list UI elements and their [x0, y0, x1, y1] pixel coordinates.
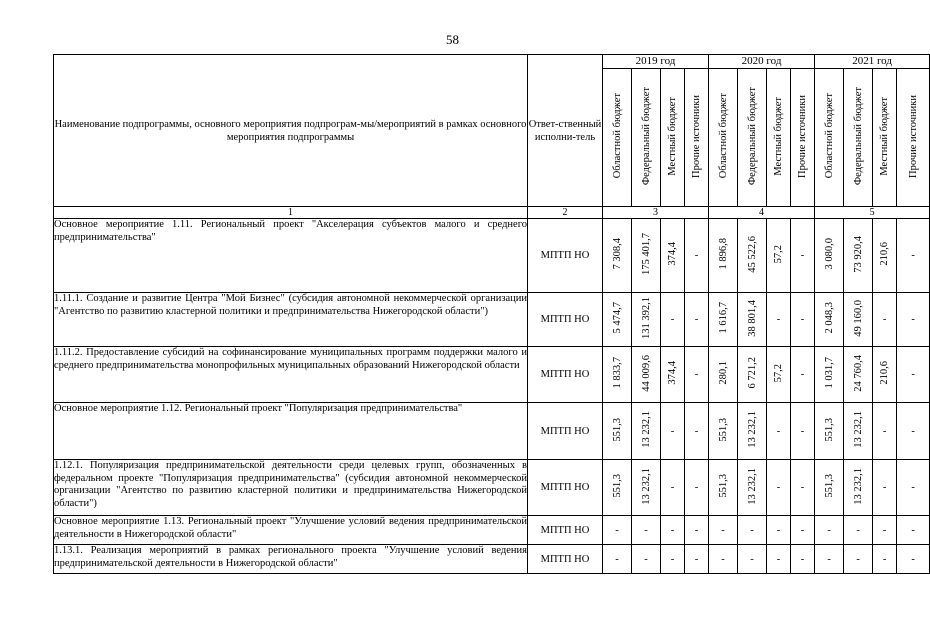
- cell-value: -: [856, 524, 860, 536]
- value-cell: [791, 347, 815, 403]
- value-cell: [897, 545, 930, 574]
- cell-value: -: [670, 482, 675, 493]
- cell-value: -: [882, 314, 887, 325]
- header-source: [632, 69, 661, 207]
- value-cell: [767, 219, 791, 293]
- value-cell: [844, 347, 873, 403]
- cell-value: 210,6: [879, 361, 891, 385]
- value-cell: [844, 219, 873, 293]
- cell-value: -: [800, 524, 805, 536]
- cell-value: -: [882, 425, 887, 437]
- value-cell: [897, 403, 930, 460]
- value-cell: [709, 403, 738, 460]
- cell-value: -: [776, 482, 781, 493]
- value-cell: [661, 293, 685, 347]
- value-cell: [873, 293, 897, 347]
- cell-value: -: [750, 553, 754, 565]
- value-cell: [632, 403, 661, 460]
- value-cell: [632, 219, 661, 293]
- header-source-label: Местный бюджет: [879, 96, 891, 176]
- row-name: Основное мероприятие 1.11. Региональный проект "Акселерация субъектов малого и среднего предпринимательства": [54, 219, 528, 293]
- header-executor: Ответ-ственный исполни-тель: [528, 55, 603, 207]
- cell-value: -: [800, 425, 805, 437]
- value-cell: [661, 516, 685, 545]
- header-year-2019: 2019 год: [603, 55, 709, 69]
- value-cell: [767, 460, 791, 516]
- cell-value: 38 801,4: [746, 299, 758, 337]
- row-name: 1.11.2. Предоставление субсидий на софинансирование муниципальных программ поддержки малого и среднего предпринимательства монопрофильных муниципальных образований Нижегородской области: [54, 347, 528, 403]
- value-cell: [873, 347, 897, 403]
- table-row: [54, 403, 930, 460]
- value-cell: [791, 293, 815, 347]
- value-cell: [815, 403, 844, 460]
- cell-value: -: [694, 250, 699, 261]
- cell-value: -: [694, 314, 699, 325]
- value-cell: [632, 545, 661, 574]
- cell-value: -: [694, 425, 699, 437]
- cell-value: -: [776, 425, 781, 437]
- cell-value: -: [644, 553, 648, 565]
- value-cell: [685, 460, 709, 516]
- header-source-label: Местный бюджет: [667, 96, 678, 176]
- header-source-label: Федеральный бюджет: [746, 86, 758, 186]
- cell-value: -: [800, 369, 805, 380]
- table-row: [54, 219, 930, 293]
- cell-value: -: [800, 250, 805, 261]
- value-cell: [791, 545, 815, 574]
- cell-value: -: [694, 553, 699, 565]
- value-cell: [603, 516, 632, 545]
- cell-value: 374,4: [667, 361, 678, 385]
- value-cell: [897, 293, 930, 347]
- col-number: 2: [528, 207, 603, 219]
- cell-value: 2 048,3: [823, 302, 835, 334]
- header-source-label: Областной бюджет: [611, 93, 623, 179]
- header-source: [767, 69, 791, 207]
- header-source: [815, 69, 844, 207]
- cell-value: -: [856, 553, 860, 565]
- value-cell: [844, 403, 873, 460]
- value-cell: [873, 403, 897, 460]
- cell-value: -: [911, 425, 915, 437]
- header-source-label: Местный бюджет: [773, 96, 785, 176]
- value-cell: [815, 516, 844, 545]
- value-cell: [685, 403, 709, 460]
- cell-value: -: [882, 524, 887, 536]
- value-cell: [791, 403, 815, 460]
- header-source-label: Прочие источники: [797, 94, 809, 178]
- cell-value: 374,4: [667, 242, 678, 266]
- cell-value: 551,3: [717, 474, 729, 498]
- value-cell: [685, 516, 709, 545]
- value-cell: [603, 293, 632, 347]
- value-cell: [709, 516, 738, 545]
- value-cell: [603, 403, 632, 460]
- value-cell: [685, 219, 709, 293]
- cell-value: 6 721,2: [746, 357, 758, 389]
- header-source: [873, 69, 897, 207]
- value-cell: [603, 545, 632, 574]
- value-cell: [897, 516, 930, 545]
- value-cell: [844, 293, 873, 347]
- cell-value: 1 616,7: [717, 302, 729, 334]
- cell-value: -: [800, 314, 805, 325]
- row-executor: МПТП НО: [528, 460, 603, 516]
- row-executor: МПТП НО: [528, 293, 603, 347]
- value-cell: [815, 347, 844, 403]
- header-source: [661, 69, 685, 207]
- header-source-label: Федеральный бюджет: [640, 86, 652, 186]
- cell-value: 551,3: [611, 474, 623, 498]
- value-cell: [767, 545, 791, 574]
- cell-value: -: [721, 553, 725, 565]
- col-number: 3: [603, 207, 709, 219]
- cell-value: 13 232,1: [640, 411, 652, 448]
- cell-value: 45 522,6: [746, 235, 758, 273]
- value-cell: [897, 460, 930, 516]
- cell-value: 49 160,0: [852, 299, 864, 337]
- cell-value: -: [827, 524, 831, 536]
- cell-value: 57,2: [773, 244, 785, 264]
- row-executor: МПТП НО: [528, 219, 603, 293]
- row-executor: МПТП НО: [528, 403, 603, 460]
- value-cell: [844, 516, 873, 545]
- value-cell: [632, 293, 661, 347]
- value-cell: [603, 219, 632, 293]
- cell-value: -: [750, 524, 754, 536]
- value-cell: [897, 347, 930, 403]
- cell-value: 1 031,7: [823, 357, 835, 389]
- value-cell: [873, 219, 897, 293]
- cell-value: -: [776, 524, 781, 536]
- cell-value: 131 392,1: [640, 297, 652, 339]
- value-cell: [791, 516, 815, 545]
- value-cell: [603, 347, 632, 403]
- value-cell: [685, 347, 709, 403]
- header-name: Наименование подпрограммы, основного мероприятия подпрограм-мы/мероприятий в рамках основного мероприятия подпрограммы: [54, 55, 528, 207]
- value-cell: [661, 219, 685, 293]
- cell-value: -: [615, 553, 619, 565]
- value-cell: [815, 460, 844, 516]
- row-name: Основное мероприятие 1.13. Региональный проект "Улучшение условий ведения предпринимательской деятельности в Нижегородской области": [54, 516, 528, 545]
- row-name: 1.12.1. Популяризация предпринимательской деятельности среди целевых групп, обозначенных в федеральном проекте "Популяризация предпринимательства" (субсидия автономной некоммерческой организации "Агентство по развитию кластерной политики и предпринимательства Нижегородской области"): [54, 460, 528, 516]
- header-source-label: Федеральный бюджет: [852, 86, 864, 186]
- value-cell: [685, 545, 709, 574]
- header-source: [709, 69, 738, 207]
- cell-value: -: [882, 482, 887, 493]
- header-source: [844, 69, 873, 207]
- cell-value: -: [911, 482, 915, 493]
- cell-value: 44 009,6: [640, 354, 652, 392]
- cell-value: -: [800, 482, 805, 493]
- value-cell: [815, 545, 844, 574]
- value-cell: [844, 545, 873, 574]
- cell-value: 551,3: [823, 417, 835, 442]
- cell-value: 7 308,4: [611, 238, 623, 270]
- cell-value: 13 232,1: [640, 467, 652, 505]
- header-source: [897, 69, 930, 207]
- cell-value: 210,6: [879, 242, 891, 266]
- value-cell: [709, 219, 738, 293]
- header-source: [791, 69, 815, 207]
- value-cell: [791, 460, 815, 516]
- header-year-2021: 2021 год: [815, 55, 930, 69]
- header-source-label: Областной бюджет: [717, 93, 729, 179]
- col-number: 5: [815, 207, 930, 219]
- cell-value: 13 232,1: [746, 411, 758, 448]
- value-cell: [738, 460, 767, 516]
- cell-value: -: [694, 524, 699, 536]
- table-row: [54, 545, 930, 574]
- value-cell: [767, 403, 791, 460]
- header-source-label: Прочие источники: [691, 94, 703, 178]
- cell-value: 73 920,4: [852, 235, 864, 273]
- value-cell: [709, 347, 738, 403]
- value-cell: [873, 460, 897, 516]
- cell-value: 13 232,1: [852, 467, 864, 505]
- cell-value: 24 760,4: [852, 354, 864, 392]
- funding-table: [53, 54, 930, 574]
- value-cell: [873, 516, 897, 545]
- value-cell: [767, 347, 791, 403]
- value-cell: [661, 403, 685, 460]
- cell-value: -: [694, 482, 699, 493]
- cell-value: -: [615, 524, 619, 536]
- cell-value: -: [911, 553, 915, 565]
- cell-value: -: [694, 369, 699, 380]
- value-cell: [709, 293, 738, 347]
- header-col-numbers: [54, 207, 930, 219]
- cell-value: -: [911, 314, 915, 325]
- row-executor: МПТП НО: [528, 516, 603, 545]
- cell-value: -: [800, 553, 805, 565]
- value-cell: [603, 460, 632, 516]
- col-number: 1: [54, 207, 528, 219]
- value-cell: [791, 219, 815, 293]
- row-name: 1.11.1. Создание и развитие Центра "Мой Бизнес" (субсидия автономной некоммерческой организации "Агентство по развитию кластерной политики и предпринимательства Нижегородской области"): [54, 293, 528, 347]
- cell-value: -: [827, 553, 831, 565]
- cell-value: 3 080,0: [823, 238, 835, 270]
- col-number: 4: [709, 207, 815, 219]
- header-source: [738, 69, 767, 207]
- value-cell: [632, 516, 661, 545]
- value-cell: [767, 293, 791, 347]
- value-cell: [632, 460, 661, 516]
- cell-value: 1 896,8: [717, 238, 729, 270]
- cell-value: -: [911, 250, 915, 261]
- cell-value: 551,3: [717, 417, 729, 442]
- cell-value: 5 474,7: [611, 302, 623, 334]
- table-body: [54, 219, 930, 574]
- cell-value: 57,2: [773, 363, 785, 383]
- cell-value: -: [882, 553, 887, 565]
- cell-value: 280,1: [717, 361, 729, 385]
- header-year-2020: 2020 год: [709, 55, 815, 69]
- cell-value: 175 401,7: [640, 233, 652, 275]
- cell-value: -: [670, 425, 675, 437]
- value-cell: [738, 545, 767, 574]
- value-cell: [661, 545, 685, 574]
- page-number: 58: [446, 32, 459, 47]
- value-cell: [632, 347, 661, 403]
- value-cell: [815, 219, 844, 293]
- cell-value: 551,3: [823, 474, 835, 498]
- cell-value: -: [670, 524, 675, 536]
- header-source-label: Областной бюджет: [823, 93, 835, 179]
- value-cell: [709, 460, 738, 516]
- value-cell: [738, 516, 767, 545]
- header-source: [603, 69, 632, 207]
- row-name: 1.13.1. Реализация мероприятий в рамках регионального проекта "Улучшение условий ведения предпринимательской деятельности в Нижегородской области": [54, 545, 528, 574]
- value-cell: [738, 347, 767, 403]
- header-source: [685, 69, 709, 207]
- value-cell: [709, 545, 738, 574]
- header-source-label: Прочие источники: [907, 94, 919, 178]
- cell-value: -: [911, 524, 915, 536]
- value-cell: [661, 347, 685, 403]
- value-cell: [897, 219, 930, 293]
- table-row: [54, 516, 930, 545]
- row-executor: МПТП НО: [528, 545, 603, 574]
- cell-value: -: [670, 553, 675, 565]
- value-cell: [873, 545, 897, 574]
- cell-value: 13 232,1: [852, 411, 864, 448]
- cell-value: 1 833,7: [611, 357, 623, 389]
- value-cell: [685, 293, 709, 347]
- value-cell: [844, 460, 873, 516]
- cell-value: -: [721, 524, 725, 536]
- row-name: Основное мероприятие 1.12. Региональный проект "Популяризация предпринимательства": [54, 403, 528, 460]
- cell-value: -: [644, 524, 648, 536]
- value-cell: [767, 516, 791, 545]
- cell-value: -: [670, 314, 675, 325]
- row-executor: МПТП НО: [528, 347, 603, 403]
- table-row: [54, 293, 930, 347]
- cell-value: 13 232,1: [746, 467, 758, 505]
- value-cell: [738, 219, 767, 293]
- value-cell: [815, 293, 844, 347]
- value-cell: [738, 293, 767, 347]
- table-row: [54, 460, 930, 516]
- cell-value: 551,3: [611, 417, 623, 442]
- cell-value: -: [911, 369, 915, 380]
- cell-value: -: [776, 314, 781, 325]
- cell-value: -: [776, 553, 781, 565]
- value-cell: [738, 403, 767, 460]
- value-cell: [661, 460, 685, 516]
- table-row: [54, 347, 930, 403]
